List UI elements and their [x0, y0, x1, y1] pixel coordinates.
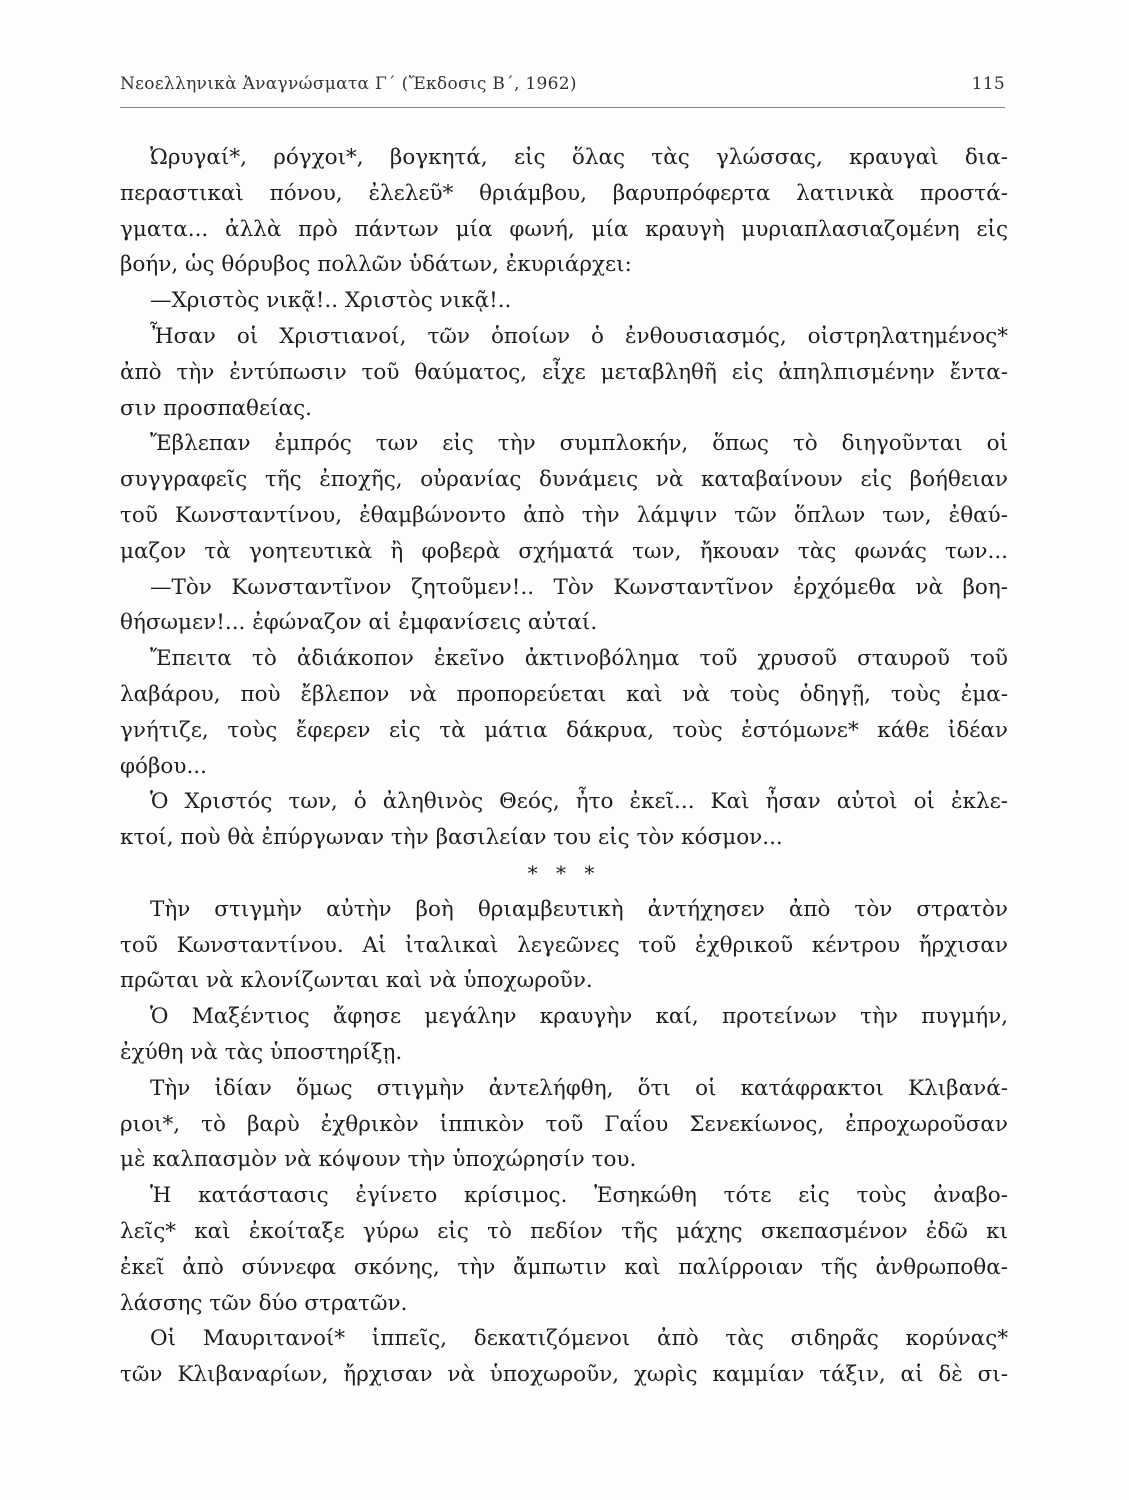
- text-line: τῶν Κλιβαναρίων, ἤρχισαν νὰ ὑποχωροῦν, χωρὶς καμμίαν τάξιν, αἱ δὲ σι-: [120, 1362, 1008, 1388]
- text-line: —Χριστὸς νικᾷ!.. Χριστὸς νικᾷ!..: [150, 288, 512, 314]
- text-line: λαβάρου, ποὺ ἔβλεπον νὰ προπορεύεται καὶ νὰ τοὺς ὁδηγῇ, τοὺς ἐμα-: [120, 681, 1008, 707]
- page-number: 115: [971, 74, 1005, 94]
- text-line: μὲ καλπασμὸν νὰ κόψουν τὴν ὑποχώρησίν του.: [120, 1147, 637, 1173]
- text-line: —Τὸν Κωνσταντῖνον ζητοῦμεν!.. Τὸν Κωνσταντῖνον ἐρχόμεθα νὰ βοη-: [150, 574, 1008, 600]
- text-line: Ἦσαν οἱ Χριστιανοί, τῶν ὁποίων ὁ ἐνθουσιασμός, οἰστρηλατημένος*: [150, 323, 1008, 349]
- body-text: [120, 140, 1008, 1393]
- text-line: Τὴν ἰδίαν ὅμως στιγμὴν ἀντελήφθη, ὅτι οἱ κατάφρακτοι Κλιβανά-: [150, 1075, 1008, 1101]
- text-line: μαζον τὰ γοητευτικὰ ἢ φοβερὰ σχήματά των, ἤκουαν τὰς φωνάς των...: [120, 538, 1008, 564]
- text-line: Ἔβλεπαν ἐμπρός των εἰς τὴν συμπλοκήν, ὅπως τὸ διηγοῦνται οἱ: [150, 431, 1008, 457]
- section-separator: * * *: [527, 860, 601, 885]
- text-line: Οἱ Μαυριτανοί* ἱππεῖς, δεκατιζόμενοι ἀπὸ τὰς σιδηρᾶς κορύνας*: [150, 1326, 1008, 1352]
- text-line: σιν προσπαθείας.: [120, 395, 312, 421]
- text-line: τοῦ Κωνσταντίνου, ἐθαμβώνοντο ἀπὸ τὴν λάμψιν τῶν ὅπλων των, ἐθαύ-: [120, 502, 1008, 528]
- text-line: γνήτιζε, τοὺς ἔφερεν εἰς τὰ μάτια δάκρυα, τοὺς ἐστόμωνε* κάθε ἰδέαν: [120, 717, 1008, 743]
- text-line: Ἔπειτα τὸ ἀδιάκοπον ἐκεῖνο ἀκτινοβόλημα τοῦ χρυσοῦ σταυροῦ τοῦ: [150, 646, 1008, 672]
- text-line: Ἡ κατάστασις ἐγίνετο κρίσιμος. Ἐσηκώθη τότε εἰς τοὺς ἀναβο-: [150, 1183, 1008, 1209]
- text-line: πρῶται νὰ κλονίζωνται καὶ νὰ ὑποχωροῦν.: [120, 968, 593, 994]
- text-line: βοήν, ὡς θόρυβος πολλῶν ὑδάτων, ἐκυριάρχει:: [120, 252, 632, 278]
- text-line: τοῦ Κωνσταντίνου. Αἱ ἰταλικαὶ λεγεῶνες τοῦ ἐχθρικοῦ κέντρου ἤρχισαν: [120, 932, 1008, 958]
- text-line: κτοί, ποὺ θὰ ἐπύργωναν τὴν βασιλείαν του εἰς τὸν κόσμον...: [120, 825, 783, 851]
- text-line: ἐχύθη νὰ τὰς ὑποστηρίξῃ.: [120, 1039, 403, 1065]
- text-line: περαστικαὶ πόνου, ἐλελεῦ* θριάμβου, βαρυπρόφερτα λατινικὰ προστά-: [120, 180, 1008, 206]
- text-line: Ὁ Χριστός των, ὁ ἀληθινὸς Θεός, ἦτο ἐκεῖ... Καὶ ἦσαν αὐτοὶ οἱ ἐκλε-: [150, 789, 1008, 815]
- text-line: γματα... ἀλλὰ πρὸ πάντων μία φωνή, μία κραυγὴ μυριαπλασιαζομένη εἰς: [120, 216, 1008, 242]
- text-line: Ὁ Μαξέντιος ἄφησε μεγάλην κραυγὴν καί, προτείνων τὴν πυγμήν,: [150, 1004, 1008, 1030]
- running-title: Νεοελληνικὰ Ἀναγνώσματα Γ΄ (Ἔκδοσις Β΄, 1962): [120, 74, 577, 94]
- header-rule: [120, 107, 1005, 108]
- text-line: ἀπὸ τὴν ἐντύπωσιν τοῦ θαύματος, εἶχε μεταβληθῆ εἰς ἀπηλπισμένην ἔντα-: [120, 359, 1008, 385]
- text-line: φόβου...: [120, 753, 207, 779]
- text-line: ριοι*, τὸ βαρὺ ἐχθρικὸν ἱππικὸν τοῦ Γαΐου Σενεκίωνος, ἐπροχωροῦσαν: [120, 1111, 1008, 1137]
- text-line: Τὴν στιγμὴν αὐτὴν βοὴ θριαμβευτικὴ ἀντήχησεν ἀπὸ τὸν στρατὸν: [150, 896, 1008, 922]
- text-line: συγγραφεῖς τῆς ἐποχῆς, οὐρανίας δυνάμεις νὰ καταβαίνουν εἰς βοήθειαν: [120, 467, 1008, 493]
- text-line: λεῖς* καὶ ἐκοίταξε γύρω εἰς τὸ πεδίον τῆς μάχης σκεπασμένον ἐδῶ κι: [120, 1218, 1008, 1244]
- running-header: [120, 74, 1005, 100]
- text-line: ἐκεῖ ἀπὸ σύννεφα σκόνης, τὴν ἄμπωτιν καὶ παλίρροιαν τῆς ἀνθρωποθα-: [120, 1254, 1008, 1280]
- text-line: λάσσης τῶν δύο στρατῶν.: [120, 1290, 408, 1316]
- text-line: θήσωμεν!... ἐφώναζον αἱ ἐμφανίσεις αὐταί.: [120, 610, 598, 636]
- text-line: Ὠρυγαί*, ρόγχοι*, βογκητά, εἰς ὅλας τὰς γλώσσας, κραυγαὶ δια-: [150, 145, 1008, 170]
